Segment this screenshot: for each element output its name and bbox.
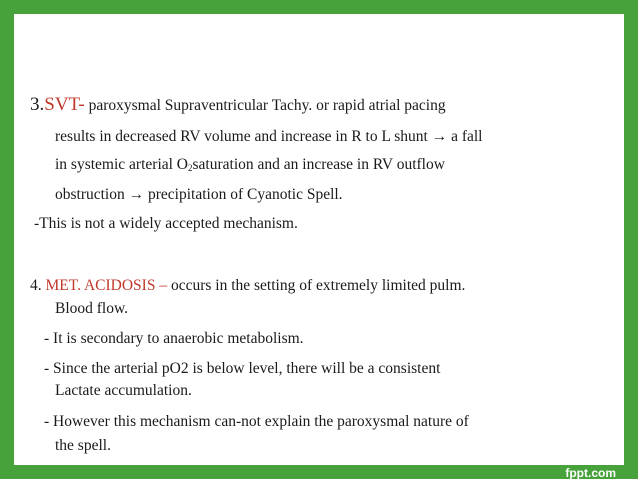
watermark: fppt.com xyxy=(565,466,616,480)
point-3-heading-line xyxy=(30,95,446,116)
frame-right xyxy=(624,0,638,479)
point-3-line-3b: saturation and an increase in RV outflow xyxy=(192,156,445,173)
point-3-number: 3. xyxy=(30,94,45,115)
point-4-bullet-1: - It is secondary to anaerobic metabolism. xyxy=(44,330,304,347)
subscript-2: 2 xyxy=(188,163,193,173)
point-3-note: -This is not a widely accepted mechanism. xyxy=(34,215,298,232)
point-4-bullet-3-cont: the spell. xyxy=(55,437,111,454)
point-4-title: MET. ACIDOSIS – xyxy=(45,277,168,294)
point-3-line-3a: in systemic arterial O xyxy=(55,156,188,173)
point-3-line-2: results in decreased RV volume and increase in R to L shunt → a fall xyxy=(55,128,483,145)
point-4-bullet-3: - However this mechanism can-not explain the paroxysmal nature of xyxy=(44,413,469,430)
point-3-title: SVT- xyxy=(44,94,85,115)
point-3-line-3 xyxy=(55,155,445,178)
point-4-line-1: occurs in the setting of extremely limited pulm. xyxy=(167,277,466,294)
point-4-number: 4. xyxy=(30,277,46,294)
frame-top xyxy=(0,0,638,14)
point-4-bullet-2: - Since the arterial pO2 is below level, there will be a consistent xyxy=(44,360,441,377)
point-4-heading-line xyxy=(30,276,465,296)
frame-bottom xyxy=(0,465,638,479)
point-4-line-2: Blood flow. xyxy=(55,300,129,317)
point-4-bullet-2-cont: Lactate accumulation. xyxy=(55,382,192,399)
frame-left xyxy=(0,0,14,479)
point-3-line-1: paroxysmal Supraventricular Tachy. or rapid atrial pacing xyxy=(84,97,446,114)
slide-body xyxy=(14,14,624,465)
point-3-line-4: obstruction → precipitation of Cyanotic Spell. xyxy=(55,186,343,203)
